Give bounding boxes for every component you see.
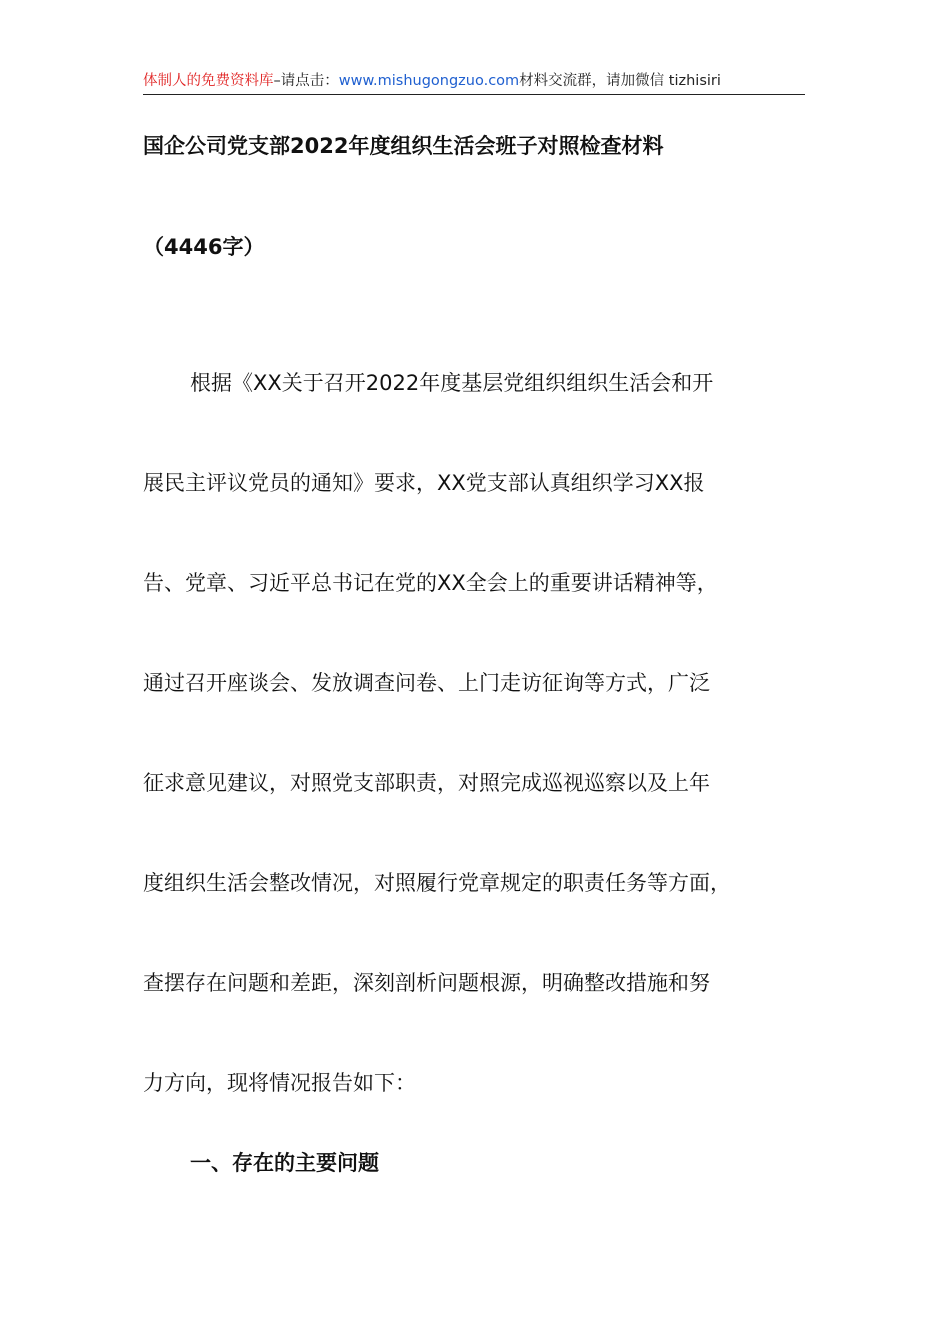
page-header xyxy=(143,70,805,95)
paragraph-line: 征求意见建议，对照党支部职责，对照完成巡视巡察以及上年 xyxy=(143,771,710,795)
section-heading: 一、存在的主要问题 xyxy=(190,1151,379,1175)
header-brand: 体制人的免费资料库 xyxy=(143,73,274,89)
paragraph-line: 展民主评议党员的通知》要求，XX党支部认真组织学习XX报 xyxy=(143,471,705,495)
header-prompt: –请点击： xyxy=(273,73,339,89)
header-contact: 材料交流群，请加微信 tizhisiri xyxy=(519,73,721,89)
paragraph-line: 根据《XX关于召开2022年度基层党组织组织生活会和开 xyxy=(190,371,714,395)
paragraph-line: 查摆存在问题和差距，深刻剖析问题根源，明确整改措施和努 xyxy=(143,971,710,995)
word-count: （4446字） xyxy=(143,235,265,259)
paragraph-line: 告、党章、习近平总书记在党的XX全会上的重要讲话精神等， xyxy=(143,571,718,595)
document-title: 国企公司党支部2022年度组织生活会班子对照检查材料 xyxy=(143,134,664,158)
header-website-link[interactable]: www.mishugongzuo.com xyxy=(338,73,520,89)
paragraph-line: 度组织生活会整改情况，对照履行党章规定的职责任务等方面， xyxy=(143,871,731,895)
paragraph-line: 力方向，现将情况报告如下： xyxy=(143,1071,416,1095)
paragraph-line: 通过召开座谈会、发放调查问卷、上门走访征询等方式，广泛 xyxy=(143,671,710,695)
